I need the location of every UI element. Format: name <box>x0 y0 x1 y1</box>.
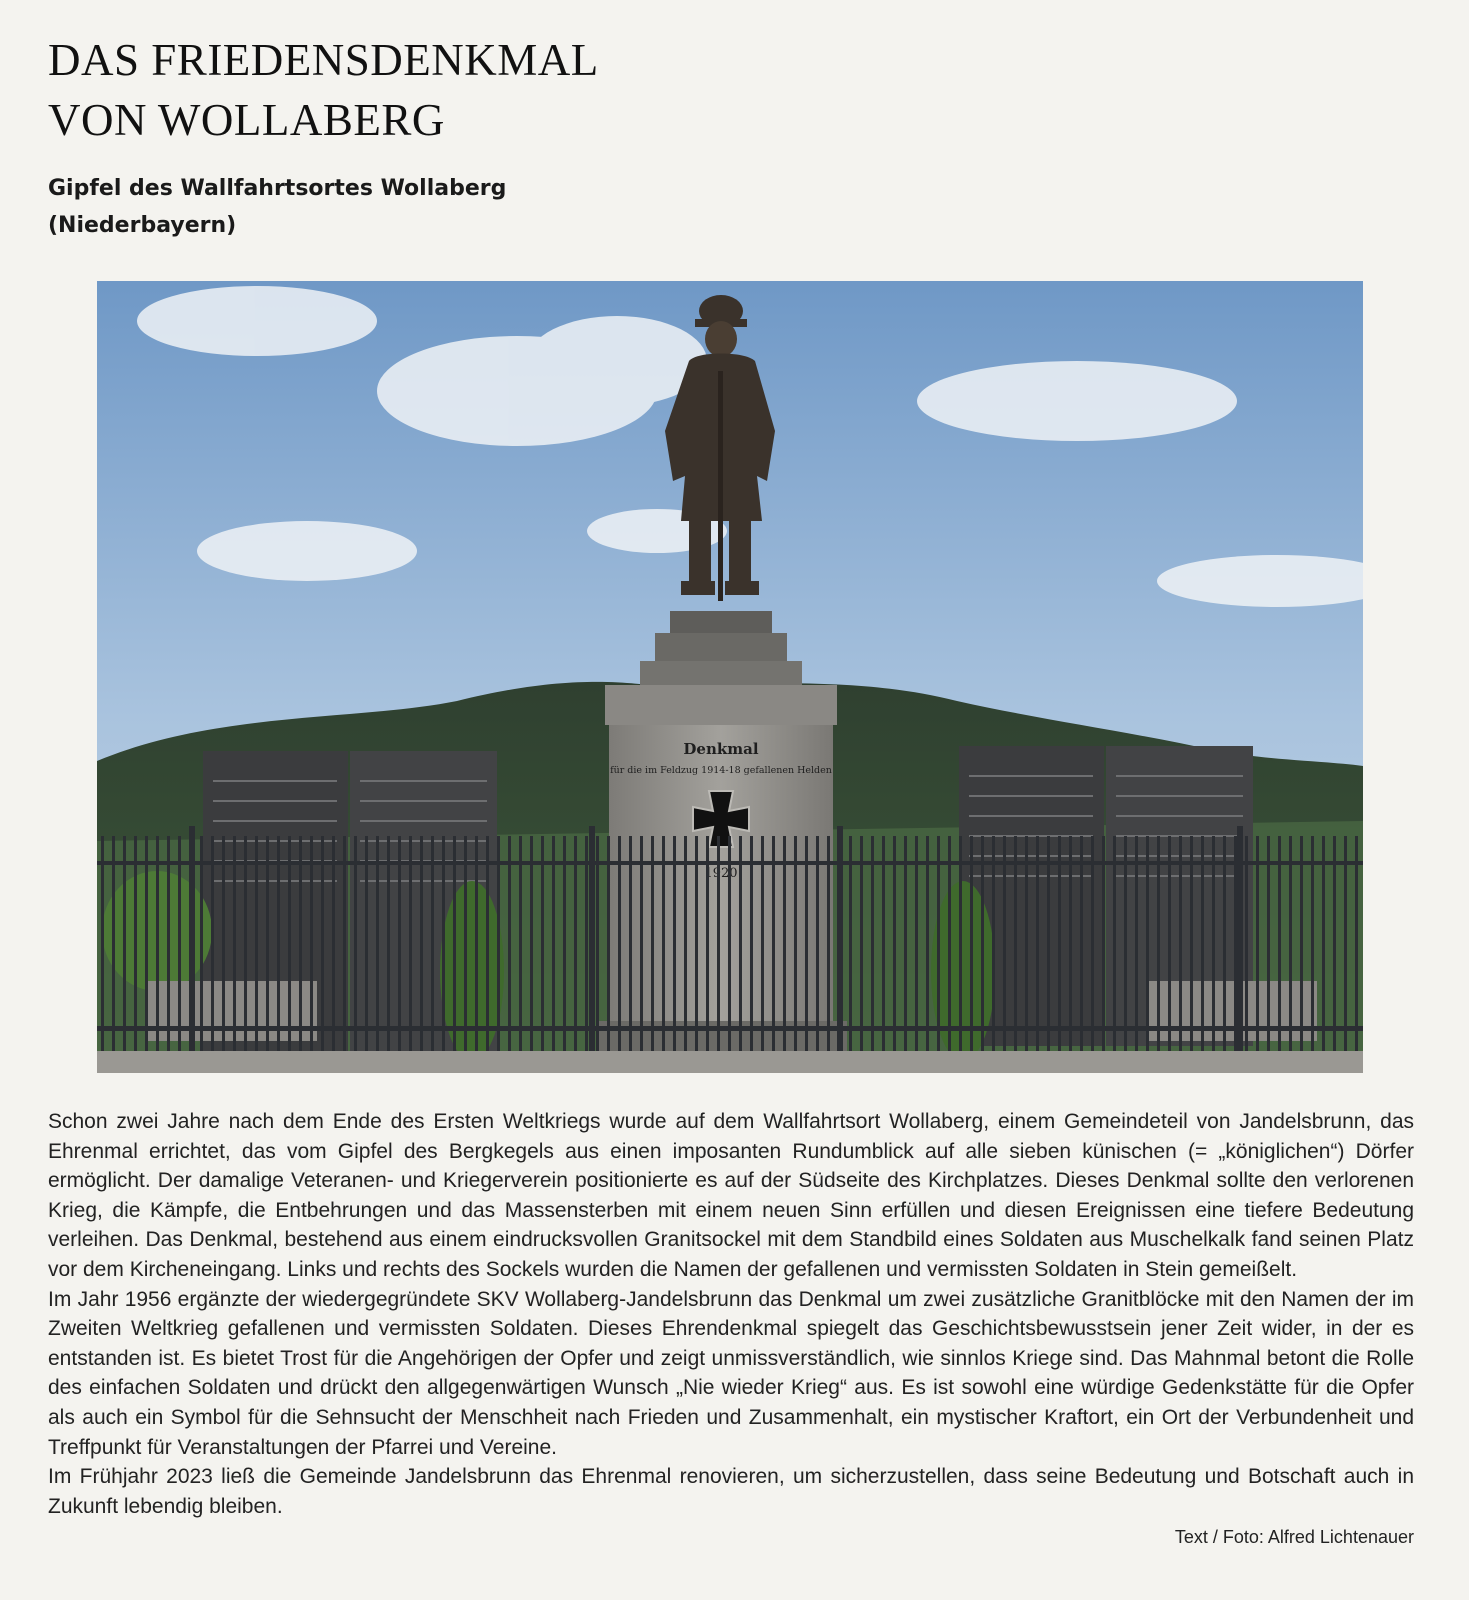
subtitle-line-2: (Niederbayern) <box>48 213 237 238</box>
subtitle <box>48 170 506 244</box>
photo-credit: Text / Foto: Alfred Lichtenauer <box>1174 1527 1414 1547</box>
plaque-title: Denkmal <box>683 740 759 758</box>
plaque-line: für die im Feldzug 1914-18 gefallenen Helden <box>610 765 832 776</box>
subtitle-line-1: Gipfel des Wallfahrtsortes Wollaberg <box>48 176 507 201</box>
memorial-photo <box>97 281 1363 1073</box>
paragraph-2: Im Jahr 1956 ergänzte der wiedergegründete SKV Wollaberg-Jandelsbrunn das Denkmal um zwei zusätzliche Granitblöcke mit den Namen der im Zweiten Weltkrieg gefallenen und vermissten Soldaten. Dieses Ehrendenkmal spiegelt das Geschichtsbewusstsein jener Zeit wider, in der es entstanden ist. Es bietet Trost für die Angehörigen der Opfer und zeigt unmissverständlich, wie sinnlos Kriege sind. Das Mahnmal betont die Rolle des einfachen Soldaten und drückt den allgegenwärtigen Wunsch „Nie wieder Krieg“ aus. Es ist sowohl eine würdige Gedenkstätte für die Opfer als auch ein Symbol für die Sehnsucht der Menschheit nach Frieden und Zusammenhalt, ein mystischer Kraftort, ein Ort der Verbundenheit und Treffpunkt für Veranstaltungen der Pfarrei und Vereine. <box>48 1287 1414 1459</box>
page-title <box>48 30 599 150</box>
title-line-1: DAS FRIEDENSDENKMAL <box>48 35 599 85</box>
paragraph-3: Im Frühjahr 2023 ließ die Gemeinde Jandelsbrunn das Ehrenmal renovieren, um sicherzustellen, dass seine Bedeutung und Botschaft auch in Zukunft lebendig bleiben. <box>48 1465 1414 1518</box>
ground <box>97 1051 1363 1073</box>
paragraph-1: Schon zwei Jahre nach dem Ende des Ersten Weltkriegs wurde auf dem Wallfahrtsort Wollaberg, einem Gemeindeteil von Jandelsbrunn, das Ehrenmal errichtet, das vom Gipfel des Bergkegels aus einen imposanten Rundumblick auf alle sieben künischen (= „königlichen“) Dörfer ermöglicht. Der damalige Veteranen- und Kriegerverein positionierte es auf der Südseite des Kirchplatzes. Dieses Denkmal sollte den verlorenen Krieg, die Kämpfe, die Entbehrungen und das Massensterben mit einem neuen Sinn erfüllen und diesen Ereignissen eine tiefere Bedeutung verleihen. Das Denkmal, bestehend aus einem eindrucksvollen Granitsockel mit dem Standbild eines Soldaten aus Muschelkalk fand seinen Platz vor dem Kircheneingang. Links und rechts des Sockels wurden die Namen der gefallenen und vermissten Soldaten in Stein gemeißelt. <box>48 1110 1414 1281</box>
iron-fence <box>97 826 1363 1056</box>
title-line-2: VON WOLLABERG <box>48 95 445 145</box>
article-body <box>48 1107 1414 1521</box>
